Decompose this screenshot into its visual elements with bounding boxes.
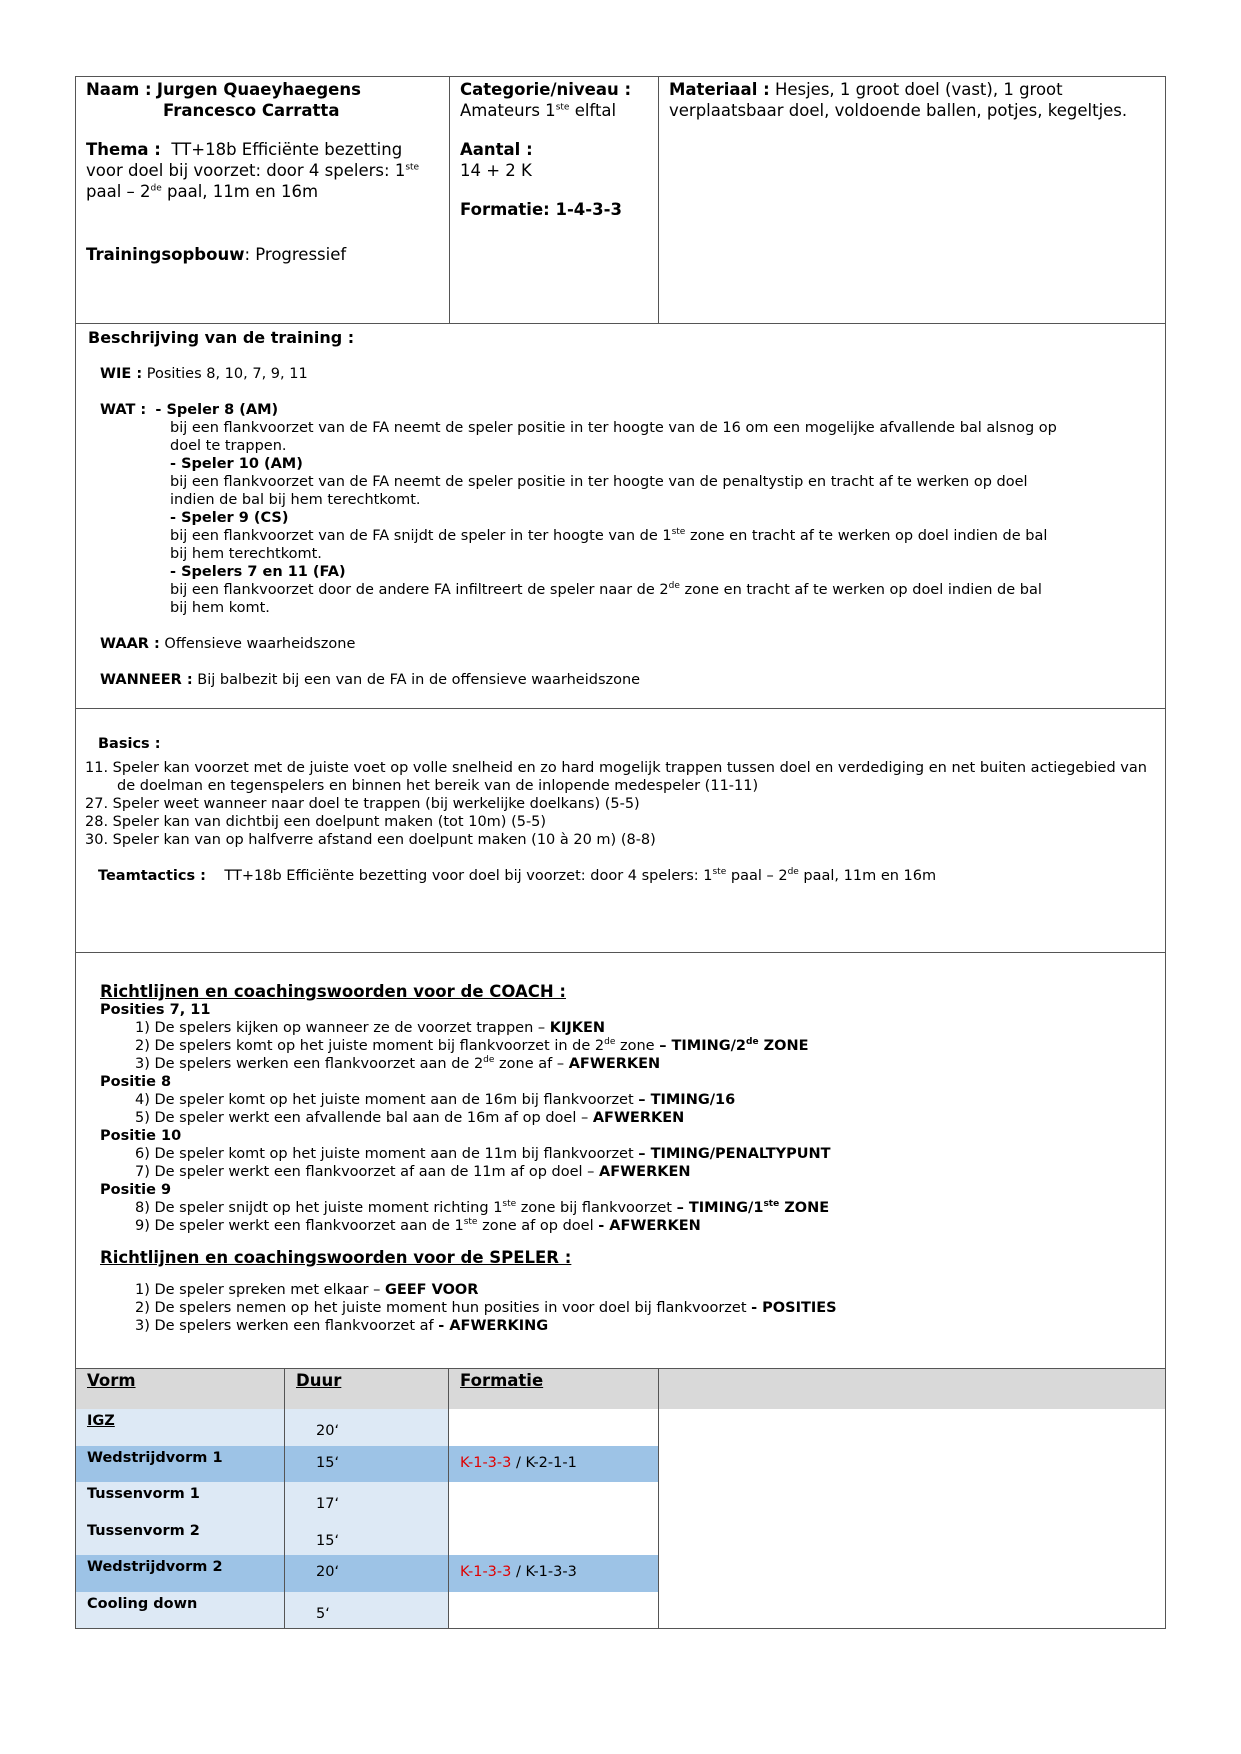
table-header-row: [76, 1369, 1165, 1409]
col-header-duur: Duur: [285, 1369, 449, 1409]
thema: Thema : TT+18b Efficiënte bezetting voor doel bij voorzet: door 4 spelers: 1ste paal – 2de paal, 11m en 16m: [86, 140, 420, 201]
speler-line-1: 1) De speler spreken met elkaar – GEEF VOOR: [135, 1282, 479, 1298]
speler-line-2: 2) De spelers nemen op het juiste moment hun posities in voor doel bij flankvoorzet - POSITIES: [135, 1300, 837, 1316]
col-header-formatie: Formatie: [449, 1369, 659, 1409]
header-material-cell: [659, 77, 1165, 323]
basics-item: 27. Speler weet wanneer naar doel te trappen (bij werkelijke doelkans) (5-5): [85, 796, 640, 812]
coaching-section: [76, 952, 1165, 1368]
col-header-empty: [659, 1369, 1165, 1409]
duur-cell: 5‘: [285, 1592, 449, 1629]
vorm-cell: Wedstrijdvorm 1: [76, 1446, 285, 1483]
teamtactics-line: Teamtactics : TT+18b Efficiënte bezetting voor doel bij voorzet: door 4 spelers: 1ste paal – 2de paal, 11m en 16m: [98, 867, 937, 884]
duur-cell: 17‘: [285, 1482, 449, 1519]
col-header-vorm: Vorm: [76, 1369, 285, 1409]
speler-8-text: bij een flankvoorzet van de FA neemt de speler positie in ter hoogte van de 16 om een mogelijke afvallende bal alsnog op doel te trappen.: [170, 420, 1057, 454]
speler-9-label: - Speler 9 (CS): [170, 510, 289, 526]
speler-10-label: - Speler 10 (AM): [170, 456, 303, 472]
vorm-cell: Cooling down: [76, 1592, 285, 1629]
materiaal: Materiaal : Hesjes, 1 groot doel (vast), 1 groot verplaatsbaar doel, voldoende ballen, potjes, kegeltjes.: [669, 80, 1128, 120]
waar-line: WAAR : Offensieve waarheidszone: [100, 636, 356, 652]
positie-9: Positie 9: [100, 1182, 172, 1198]
coach-line-6: 6) De speler komt op het juiste moment aan de 11m bij flankvoorzet – TIMING/PENALTYPUNT: [135, 1146, 831, 1162]
coach-line-3: 3) De spelers werken een flankvoorzet aan de 2de zone af – AFWERKEN: [135, 1055, 661, 1072]
vorm-cell: Tussenvorm 2: [76, 1519, 285, 1556]
table-row: [76, 1592, 1165, 1629]
table-row: [76, 1519, 1165, 1556]
wie-line: WIE : Posities 8, 10, 7, 9, 11: [100, 366, 308, 382]
basics-item: 30. Speler kan van op halfverre afstand een doelpunt maken (10 à 20 m) (8-8): [85, 832, 656, 848]
aantal-value: 14 + 2 K: [460, 161, 532, 180]
header-category-cell: [450, 77, 659, 323]
training-sheet: [75, 76, 1166, 1629]
speler-10-text: bij een flankvoorzet van de FA neemt de speler positie in ter hoogte van de penaltystip en tracht af te werken op doel indien de bal bij hem terechtkomt.: [170, 474, 1028, 508]
coach-line-5: 5) De speler werkt een afvallende bal aan de 16m af op doel – AFWERKEN: [135, 1110, 685, 1126]
positie-8: Positie 8: [100, 1074, 172, 1090]
formatie-cell: [449, 1592, 659, 1629]
duur-cell: 20‘: [285, 1409, 449, 1446]
formatie-cell: [449, 1409, 659, 1446]
formatie-cell: K-1-3-3 / K-1-3-3: [449, 1555, 659, 1592]
table-row: [76, 1409, 1165, 1446]
coach-line-9: 9) De speler werkt een flankvoorzet aan de 1ste zone af op doel - AFWERKEN: [135, 1217, 701, 1234]
header-block: [76, 77, 1165, 323]
beschrijving-section: [76, 323, 1165, 708]
speler-line-3: 3) De spelers werken een flankvoorzet af - AFWERKING: [135, 1318, 549, 1334]
spelers-7-11-label: - Spelers 7 en 11 (FA): [170, 564, 346, 580]
wat-block: WAT : - Speler 8 (AM) bij een flankvoorzet van de FA neemt de speler positie in ter hoogte van de 16 om een mogelijke afvallende bal alsnog op doel te trappen. - Speler 10 (AM) bij een flankvoorzet van de FA neemt de speler positie in ter hoogte van de penaltystip en tracht af te werken op doel indien de bal bij hem terechtkomt. - Speler 9 (CS) bij een flankvoorzet van de FA snijdt de speler in ter hoogte van de 1ste zone en tracht af te werken op doel indien de bal bij hem terechtkomt. - Spelers 7 en 11 (FA) bij een flankvoorzet door de andere FA infiltreert de speler naar de 2de zone en tracht af te werken op doel indien de bal bij hem komt.: [88, 401, 1153, 617]
basics-item: 11. Speler kan voorzet met de juiste voet op volle snelheid en zo hard mogelijk trappen tussen doel en verdediging en net buiten actiegebied van de doelman en tegenspelers en binnen het bereik van de inlopende medespeler (11-11): [85, 760, 1147, 794]
speler-title: Richtlijnen en coachingswoorden voor de SPELER :: [100, 1248, 572, 1267]
positie-10: Positie 10: [100, 1128, 182, 1144]
beschrijving-title: Beschrijving van de training :: [88, 328, 355, 347]
formatie-cell: [449, 1482, 659, 1519]
duur-cell: 15‘: [285, 1519, 449, 1556]
naam-2: Francesco Carratta: [163, 101, 340, 120]
wanneer-line: WANNEER : Bij balbezit bij een van de FA in de offensieve waarheidszone: [100, 672, 641, 688]
categorie-label: Categorie/niveau :: [460, 80, 632, 99]
vorm-cell: Wedstrijdvorm 2: [76, 1555, 285, 1592]
formatie-cell: K-1-3-3 / K-2-1-1: [449, 1446, 659, 1483]
coach-line-1: 1) De spelers kijken op wanneer ze de voorzet trappen – KIJKEN: [135, 1020, 606, 1036]
duur-cell: 20‘: [285, 1555, 449, 1592]
coach-line-8: 8) De speler snijdt op het juiste moment richting 1ste zone bij flankvoorzet – TIMING/1ste ZONE: [135, 1199, 830, 1216]
table-row: [76, 1482, 1165, 1519]
speler-9-text: bij een flankvoorzet van de FA snijdt de speler in ter hoogte van de 1ste zone en tracht af te werken op doel indien de bal bij hem terechtkomt.: [170, 527, 1048, 562]
coach-line-2: 2) De spelers komt op het juiste moment bij flankvoorzet in de 2de zone – TIMING/2de ZONE: [135, 1037, 809, 1054]
basics-item: 28. Speler kan van dichtbij een doelpunt maken (tot 10m) (5-5): [85, 814, 547, 830]
header-name-cell: [76, 77, 450, 323]
posities-7-11: Posities 7, 11: [100, 1002, 211, 1018]
naam-label: Naam :: [86, 80, 152, 99]
duur-cell: 15‘: [285, 1446, 449, 1483]
vorm-cell: IGZ: [76, 1409, 285, 1446]
table-row: [76, 1446, 1165, 1483]
basics-title: Basics :: [98, 736, 161, 752]
schedule-table: [76, 1368, 1165, 1628]
formatie-cell: [449, 1519, 659, 1556]
coach-title: Richtlijnen en coachingswoorden voor de COACH :: [100, 982, 566, 1001]
trainingsopbouw: Trainingsopbouw: Progressief: [86, 245, 347, 264]
vorm-cell: Tussenvorm 1: [76, 1482, 285, 1519]
formatie-label: Formatie: 1-4-3-3: [460, 200, 622, 219]
coach-line-4: 4) De speler komt op het juiste moment aan de 16m bij flankvoorzet – TIMING/16: [135, 1092, 736, 1108]
categorie-value: Amateurs 1ste elftal: [460, 101, 617, 120]
table-row: [76, 1555, 1165, 1592]
aantal-label: Aantal :: [460, 140, 533, 159]
basics-list: [85, 759, 1153, 849]
spelers-7-11-text: bij een flankvoorzet door de andere FA infiltreert de speler naar de 2de zone en tracht af te werken op doel indien de bal bij hem komt.: [170, 581, 1042, 616]
basics-section: [76, 708, 1165, 952]
naam-1: Jurgen Quaeyhaegens: [156, 80, 361, 99]
coach-line-7: 7) De speler werkt een flankvoorzet af aan de 11m af op doel – AFWERKEN: [135, 1164, 691, 1180]
